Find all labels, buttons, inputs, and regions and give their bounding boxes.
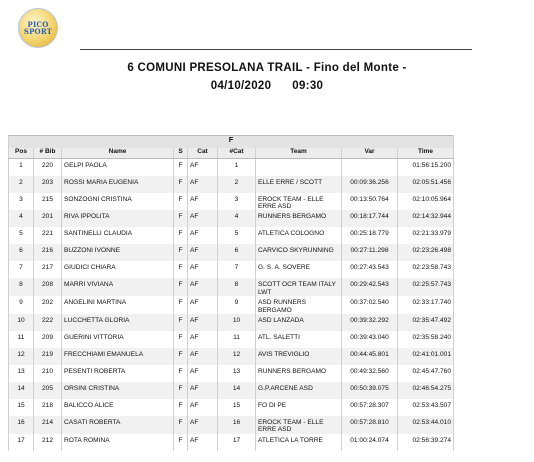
cell-pos: 13 bbox=[9, 365, 34, 382]
cell-pos: 14 bbox=[9, 382, 34, 399]
cell-var: 00:13:50.764 bbox=[342, 193, 398, 211]
pico-sport-logo bbox=[18, 8, 58, 48]
cell-cat: AF bbox=[188, 382, 218, 399]
cell-pos: 9 bbox=[9, 296, 34, 314]
logo-line-2: SPORT bbox=[23, 27, 53, 36]
table-row bbox=[9, 314, 454, 331]
cell-team: ELLE ERRE / SCOTT bbox=[256, 176, 342, 193]
cell-cat: AF bbox=[188, 244, 218, 261]
cell-name: CASATI ROBERTA bbox=[62, 416, 174, 434]
cell-sex: F bbox=[174, 365, 188, 382]
cell-time: 02:21:33.979 bbox=[398, 227, 454, 244]
cell-team: RUNNERS BERGAMO bbox=[256, 210, 342, 227]
cell-sex: F bbox=[174, 261, 188, 278]
cell-time: 02:41:01.001 bbox=[398, 348, 454, 365]
col-header-sex: S bbox=[174, 148, 188, 159]
col-header-bib: # Bib bbox=[34, 148, 62, 159]
cell-bib: 209 bbox=[34, 331, 62, 348]
cell-catpos: 13 bbox=[218, 365, 256, 382]
page-title: 6 COMUNI PRESOLANA TRAIL - Fino del Monte - bbox=[127, 62, 407, 74]
cell-bib: 214 bbox=[34, 416, 62, 434]
category-heading: F bbox=[9, 136, 454, 149]
cell-bib: 212 bbox=[34, 434, 62, 451]
cell-catpos: 7 bbox=[218, 261, 256, 278]
cell-team: EROCK TEAM - ELLE ERRE ASD bbox=[256, 416, 342, 434]
cell-sex: F bbox=[174, 210, 188, 227]
cell-pos: 16 bbox=[9, 416, 34, 434]
cell-name: FRECCHIAMI EMANUELA bbox=[62, 348, 174, 365]
cell-time: 02:53:43.507 bbox=[398, 399, 454, 416]
cell-sex: F bbox=[174, 176, 188, 193]
cell-var: 00:37:02.540 bbox=[342, 296, 398, 314]
cell-var: 00:50:39.075 bbox=[342, 382, 398, 399]
cell-cat: AF bbox=[188, 176, 218, 193]
cell-cat: AF bbox=[188, 314, 218, 331]
table-row bbox=[9, 382, 454, 399]
col-header-pos: Pos bbox=[9, 148, 34, 159]
cell-catpos: 6 bbox=[218, 244, 256, 261]
cell-pos: 8 bbox=[9, 278, 34, 296]
cell-var: 00:39:43.040 bbox=[342, 331, 398, 348]
cell-cat: AF bbox=[188, 399, 218, 416]
cell-name: BUZZONI IVONNE bbox=[62, 244, 174, 261]
cell-sex: F bbox=[174, 331, 188, 348]
cell-bib: 201 bbox=[34, 210, 62, 227]
table-row bbox=[9, 159, 454, 176]
cell-catpos: 12 bbox=[218, 348, 256, 365]
cell-team: CARVICO SKYRUNNING bbox=[256, 244, 342, 261]
cell-bib: 217 bbox=[34, 261, 62, 278]
cell-bib: 219 bbox=[34, 348, 62, 365]
table-row bbox=[9, 227, 454, 244]
cell-cat: AF bbox=[188, 434, 218, 451]
cell-catpos: 3 bbox=[218, 193, 256, 211]
table-row bbox=[9, 278, 454, 296]
cell-team: RUNNERS BERGAMO bbox=[256, 365, 342, 382]
cell-time: 01:56:15.200 bbox=[398, 159, 454, 176]
cell-name: SANTINELLI CLAUDIA bbox=[62, 227, 174, 244]
cell-time: 02:23:58.743 bbox=[398, 261, 454, 278]
cell-name: GELPI PAOLA bbox=[62, 159, 174, 176]
cell-team: ATLETICA COLOGNO bbox=[256, 227, 342, 244]
cell-bib: 221 bbox=[34, 227, 62, 244]
cell-time: 02:35:47.492 bbox=[398, 314, 454, 331]
cell-team: G.P.ARCENE ASD bbox=[256, 382, 342, 399]
cell-team: ATL. SALETTI bbox=[256, 331, 342, 348]
cell-team: FO DI PE bbox=[256, 399, 342, 416]
cell-team: ASD LANZADA bbox=[256, 314, 342, 331]
logo-line-1: PICO bbox=[27, 20, 49, 29]
cell-catpos: 4 bbox=[218, 210, 256, 227]
col-header-var: Var bbox=[342, 148, 398, 159]
cell-name: ROSSI MARIA EUGENIA bbox=[62, 176, 174, 193]
header-divider bbox=[80, 49, 472, 50]
cell-pos: 11 bbox=[9, 331, 34, 348]
page-subtitle: 04/10/2020 09:30 bbox=[210, 80, 324, 92]
cell-team: ATLETICA LA TORRE bbox=[256, 434, 342, 451]
cell-var: 00:39:32.292 bbox=[342, 314, 398, 331]
cell-team: EROCK TEAM - ELLE ERRE ASD bbox=[256, 193, 342, 211]
cell-var: 00:29:42.543 bbox=[342, 278, 398, 296]
cell-team: G. S. A. SOVERE bbox=[256, 261, 342, 278]
cell-name: LUCCHETTA GLORIA bbox=[62, 314, 174, 331]
col-header-team: Team bbox=[256, 148, 342, 159]
cell-name: PESENTI ROBERTA bbox=[62, 365, 174, 382]
cell-time: 02:14:32.944 bbox=[398, 210, 454, 227]
cell-cat: AF bbox=[188, 227, 218, 244]
cell-cat: AF bbox=[188, 365, 218, 382]
cell-pos: 15 bbox=[9, 399, 34, 416]
cell-var: 00:18:17.744 bbox=[342, 210, 398, 227]
cell-time: 02:35:58.240 bbox=[398, 331, 454, 348]
cell-bib: 215 bbox=[34, 193, 62, 211]
cell-sex: F bbox=[174, 296, 188, 314]
table-row bbox=[9, 399, 454, 416]
cell-time: 02:25:57.743 bbox=[398, 278, 454, 296]
cell-var bbox=[342, 159, 398, 176]
cell-cat: AF bbox=[188, 261, 218, 278]
cell-time: 02:46:54.275 bbox=[398, 382, 454, 399]
cell-sex: F bbox=[174, 193, 188, 211]
cell-var: 00:57:28.810 bbox=[342, 416, 398, 434]
cell-time: 02:33:17.740 bbox=[398, 296, 454, 314]
cell-name: ANGELINI MARTINA bbox=[62, 296, 174, 314]
cell-pos: 7 bbox=[9, 261, 34, 278]
cell-pos: 6 bbox=[9, 244, 34, 261]
cell-sex: F bbox=[174, 416, 188, 434]
cell-pos: 12 bbox=[9, 348, 34, 365]
cell-var: 00:27:11.298 bbox=[342, 244, 398, 261]
table-row bbox=[9, 365, 454, 382]
cell-cat: AF bbox=[188, 348, 218, 365]
table-row bbox=[9, 434, 454, 451]
cell-catpos: 8 bbox=[218, 278, 256, 296]
cell-name: MARRI VIVIANA bbox=[62, 278, 174, 296]
cell-name: ORSINI CRISTINA bbox=[62, 382, 174, 399]
cell-bib: 222 bbox=[34, 314, 62, 331]
cell-catpos: 14 bbox=[218, 382, 256, 399]
cell-catpos: 10 bbox=[218, 314, 256, 331]
cell-sex: F bbox=[174, 382, 188, 399]
cell-var: 00:09:36.256 bbox=[342, 176, 398, 193]
col-header-time: Time bbox=[398, 148, 454, 159]
cell-sex: F bbox=[174, 159, 188, 176]
table-row bbox=[9, 261, 454, 278]
table-row bbox=[9, 176, 454, 193]
cell-cat: AF bbox=[188, 159, 218, 176]
cell-pos: 3 bbox=[9, 193, 34, 211]
table-row bbox=[9, 348, 454, 365]
cell-var: 01:00:24.074 bbox=[342, 434, 398, 451]
cell-var: 00:25:18.779 bbox=[342, 227, 398, 244]
cell-team bbox=[256, 159, 342, 176]
cell-name: BALICCO ALICE bbox=[62, 399, 174, 416]
col-header-catpos: #Cat bbox=[218, 148, 256, 159]
col-header-name: Name bbox=[62, 148, 174, 159]
cell-sex: F bbox=[174, 399, 188, 416]
table-row bbox=[9, 193, 454, 211]
cell-catpos: 9 bbox=[218, 296, 256, 314]
cell-time: 02:10:05.964 bbox=[398, 193, 454, 211]
cell-sex: F bbox=[174, 227, 188, 244]
cell-cat: AF bbox=[188, 278, 218, 296]
cell-bib: 202 bbox=[34, 296, 62, 314]
cell-pos: 2 bbox=[9, 176, 34, 193]
cell-team: ASD RUNNERS BERGAMO bbox=[256, 296, 342, 314]
cell-catpos: 17 bbox=[218, 434, 256, 451]
cell-var: 00:49:32.560 bbox=[342, 365, 398, 382]
cell-cat: AF bbox=[188, 210, 218, 227]
cell-var: 00:57:28.307 bbox=[342, 399, 398, 416]
cell-name: GUERINI VITTORIA bbox=[62, 331, 174, 348]
table-row bbox=[9, 244, 454, 261]
cell-bib: 216 bbox=[34, 244, 62, 261]
cell-cat: AF bbox=[188, 416, 218, 434]
results-table bbox=[8, 135, 454, 451]
cell-bib: 210 bbox=[34, 365, 62, 382]
cell-bib: 203 bbox=[34, 176, 62, 193]
cell-catpos: 1 bbox=[218, 159, 256, 176]
cell-team: SCOTT OCR TEAM ITALY LWT bbox=[256, 278, 342, 296]
cell-catpos: 15 bbox=[218, 399, 256, 416]
cell-var: 00:27:43.543 bbox=[342, 261, 398, 278]
cell-name: SONZOGNI CRISTINA bbox=[62, 193, 174, 211]
cell-bib: 205 bbox=[34, 382, 62, 399]
cell-sex: F bbox=[174, 314, 188, 331]
cell-sex: F bbox=[174, 244, 188, 261]
cell-catpos: 5 bbox=[218, 227, 256, 244]
cell-name: GIUDICI CHIARA bbox=[62, 261, 174, 278]
cell-var: 00:44:45.801 bbox=[342, 348, 398, 365]
table-row bbox=[9, 331, 454, 348]
cell-catpos: 16 bbox=[218, 416, 256, 434]
cell-sex: F bbox=[174, 348, 188, 365]
cell-pos: 4 bbox=[9, 210, 34, 227]
cell-time: 02:05:51.456 bbox=[398, 176, 454, 193]
cell-sex: F bbox=[174, 434, 188, 451]
cell-catpos: 11 bbox=[218, 331, 256, 348]
cell-time: 02:23:26.498 bbox=[398, 244, 454, 261]
table-row bbox=[9, 210, 454, 227]
cell-catpos: 2 bbox=[218, 176, 256, 193]
cell-cat: AF bbox=[188, 331, 218, 348]
cell-team: AVIS TREVIGLIO bbox=[256, 348, 342, 365]
cell-name: ROTA ROMINA bbox=[62, 434, 174, 451]
table-row bbox=[9, 296, 454, 314]
cell-time: 02:56:39.274 bbox=[398, 434, 454, 451]
table-row bbox=[9, 416, 454, 434]
cell-bib: 208 bbox=[34, 278, 62, 296]
cell-pos: 1 bbox=[9, 159, 34, 176]
cell-pos: 5 bbox=[9, 227, 34, 244]
cell-cat: AF bbox=[188, 193, 218, 211]
cell-bib: 218 bbox=[34, 399, 62, 416]
cell-time: 02:53:44.010 bbox=[398, 416, 454, 434]
cell-pos: 10 bbox=[9, 314, 34, 331]
cell-time: 02:45:47.760 bbox=[398, 365, 454, 382]
cell-sex: F bbox=[174, 278, 188, 296]
col-header-cat: Cat bbox=[188, 148, 218, 159]
cell-cat: AF bbox=[188, 296, 218, 314]
cell-bib: 220 bbox=[34, 159, 62, 176]
cell-pos: 17 bbox=[9, 434, 34, 451]
cell-name: RIVA IPPOLITA bbox=[62, 210, 174, 227]
